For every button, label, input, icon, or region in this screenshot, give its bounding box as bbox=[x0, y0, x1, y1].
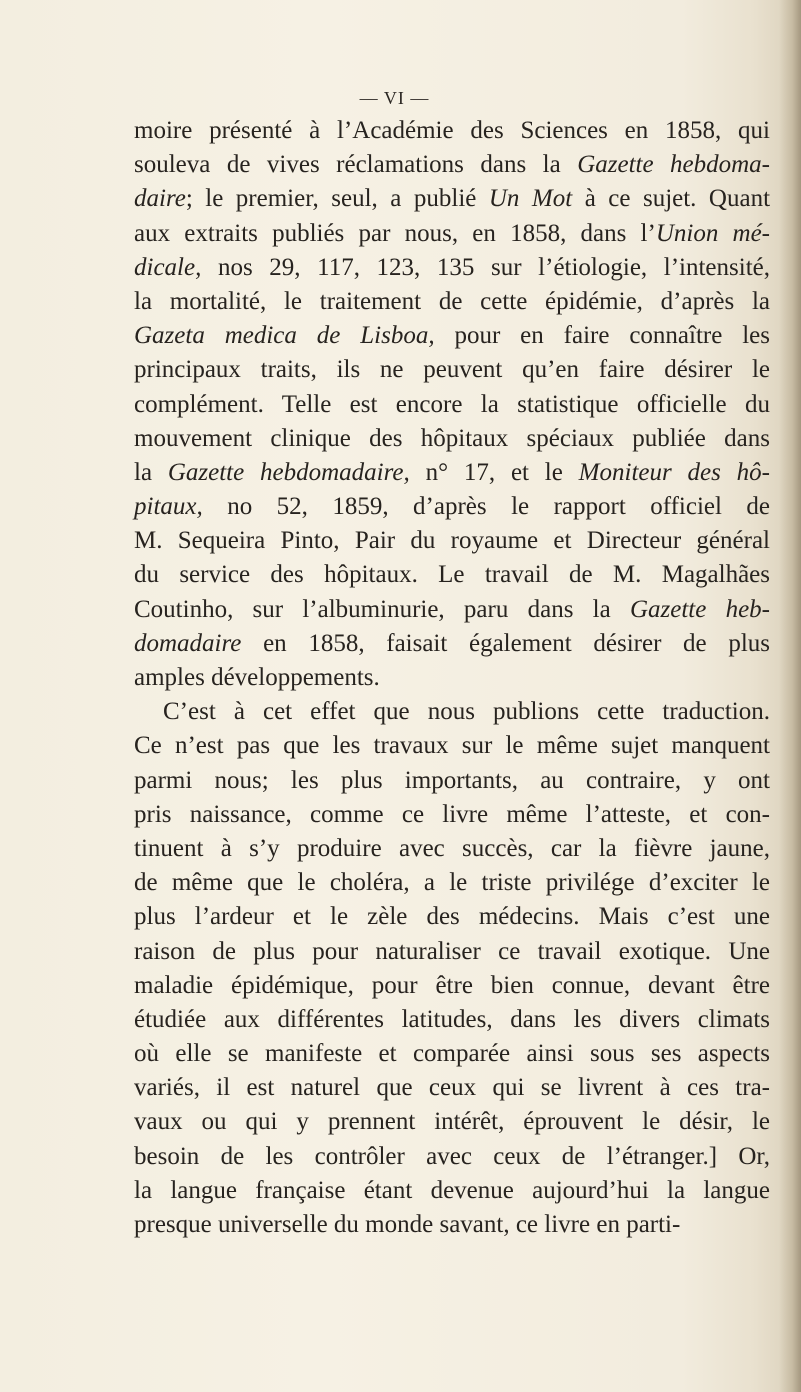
italic-text: domadaire bbox=[134, 629, 242, 657]
text-segment: maladie épidémique, pour être bien connue, devant être bbox=[134, 971, 770, 999]
italic-text: dicale, bbox=[134, 253, 202, 281]
text-line bbox=[134, 1174, 770, 1208]
text-segment: besoin de les contrôler avec ceux de l’étranger.] Or, bbox=[134, 1142, 770, 1170]
text-segment: Coutinho, sur l’albuminurie, paru dans la bbox=[134, 595, 630, 623]
text-line bbox=[134, 388, 770, 422]
text-segment: amples développements. bbox=[134, 664, 380, 691]
text-line bbox=[134, 558, 770, 592]
text-segment: pris naissance, comme ce livre même l’atteste, et con- bbox=[134, 800, 770, 828]
text-segment: souleva de vives réclamations dans la bbox=[134, 151, 578, 179]
text-segment: du service des hôpitaux. Le travail de M. Magalhães bbox=[134, 561, 770, 589]
text-segment: nos 29, 117, 123, 135 sur l’étiologie, l’intensité, bbox=[201, 253, 770, 281]
text-segment: à ce sujet. Quant bbox=[572, 185, 771, 213]
text-segment: no 52, 1859, d’après le rapport officiel de bbox=[202, 493, 770, 521]
text-segment: moire présenté à l’Académie des Sciences en 1858, qui bbox=[134, 117, 770, 144]
text-line bbox=[134, 695, 770, 729]
text-line bbox=[134, 1105, 770, 1139]
text-line bbox=[134, 1003, 770, 1037]
text-segment: principaux traits, ils ne peuvent qu’en faire désirer le bbox=[134, 356, 770, 384]
italic-text: Union mé- bbox=[655, 219, 770, 247]
text-line bbox=[134, 661, 770, 695]
text-line bbox=[134, 1208, 770, 1242]
italic-text: Un Mot bbox=[488, 185, 573, 213]
italic-text: daire bbox=[134, 185, 186, 213]
text-segment: M. Sequeira Pinto, Pair du royaume et Directeur général bbox=[134, 527, 770, 555]
text-segment: ; le premier, seul, a publié bbox=[185, 185, 489, 213]
body-text bbox=[134, 114, 770, 1242]
italic-text: Gazette heb- bbox=[629, 595, 771, 623]
text-line bbox=[134, 422, 770, 456]
text-line bbox=[134, 935, 770, 969]
text-line bbox=[134, 729, 770, 763]
text-segment: pour en faire connaître les bbox=[434, 322, 770, 350]
text-segment: où elle se manifeste et comparée ainsi sous ses aspects bbox=[134, 1040, 770, 1068]
text-segment: étudiée aux différentes latitudes, dans les divers climats bbox=[134, 1005, 770, 1033]
text-segment: complément. Telle est encore la statistique officielle du bbox=[134, 390, 770, 418]
text-segment: presque universelle du monde savant, ce livre en parti- bbox=[134, 1211, 681, 1238]
page-edge-shadow bbox=[779, 0, 801, 1392]
text-line bbox=[134, 251, 770, 285]
text-line bbox=[134, 182, 770, 216]
text-segment: la mortalité, le traitement de cette épidémie, d’après la bbox=[134, 287, 770, 315]
italic-text: Gazette hebdomadaire, bbox=[167, 458, 410, 486]
page-folio: — VI — bbox=[359, 88, 430, 108]
text-line bbox=[134, 353, 770, 387]
text-line bbox=[134, 319, 770, 353]
text-segment: la bbox=[134, 458, 168, 486]
text-line bbox=[134, 490, 770, 524]
text-segment: aux extraits publiés par nous, en 1858, dans l’ bbox=[134, 219, 656, 247]
text-line bbox=[134, 524, 770, 558]
text-line bbox=[134, 969, 770, 1003]
text-line bbox=[134, 866, 770, 900]
text-segment: de même que le choléra, a le triste privilége d’exciter le bbox=[134, 869, 770, 897]
text-line bbox=[134, 1071, 770, 1105]
text-line bbox=[134, 900, 770, 934]
text-line bbox=[134, 285, 770, 319]
text-line bbox=[134, 832, 770, 866]
text-line bbox=[134, 764, 770, 798]
text-segment: raison de plus pour naturaliser ce travail exotique. Une bbox=[134, 937, 770, 965]
text-segment: parmi nous; les plus importants, au contraire, y ont bbox=[134, 766, 770, 794]
text-line bbox=[134, 627, 770, 661]
text-line bbox=[134, 593, 770, 627]
italic-text: Gazette hebdoma- bbox=[577, 151, 771, 179]
text-segment: plus l’ardeur et le zèle des médecins. Mais c’est une bbox=[134, 903, 770, 931]
italic-text: Gazeta medica de Lisboa, bbox=[134, 322, 435, 350]
text-line bbox=[134, 1140, 770, 1174]
text-line bbox=[134, 1037, 770, 1071]
text-line bbox=[134, 217, 770, 251]
text-segment: variés, il est naturel que ceux qui se livrent à ces tra- bbox=[134, 1074, 770, 1102]
text-segment: vaux ou qui y prennent intérêt, éprouvent le désir, le bbox=[134, 1108, 770, 1136]
text-segment: mouvement clinique des hôpitaux spéciaux publiée dans bbox=[134, 424, 770, 452]
text-segment: Ce n’est pas que les travaux sur le même sujet manquent bbox=[134, 732, 770, 760]
text-segment: n° 17, et le bbox=[409, 458, 579, 486]
text-line bbox=[134, 114, 770, 148]
italic-text: Moniteur des hô- bbox=[578, 458, 770, 486]
text-line bbox=[134, 456, 770, 490]
text-segment: la langue française étant devenue aujourd’hui la langue bbox=[134, 1176, 770, 1204]
italic-text: pitaux, bbox=[134, 493, 203, 521]
text-segment: C’est à cet effet que nous publions cette traduction. bbox=[163, 698, 770, 726]
text-segment: en 1858, faisait également désirer de plus bbox=[241, 629, 770, 657]
text-line bbox=[134, 148, 770, 182]
text-line bbox=[134, 798, 770, 832]
text-segment: tinuent à s’y produire avec succès, car la fièvre jaune, bbox=[134, 834, 770, 862]
